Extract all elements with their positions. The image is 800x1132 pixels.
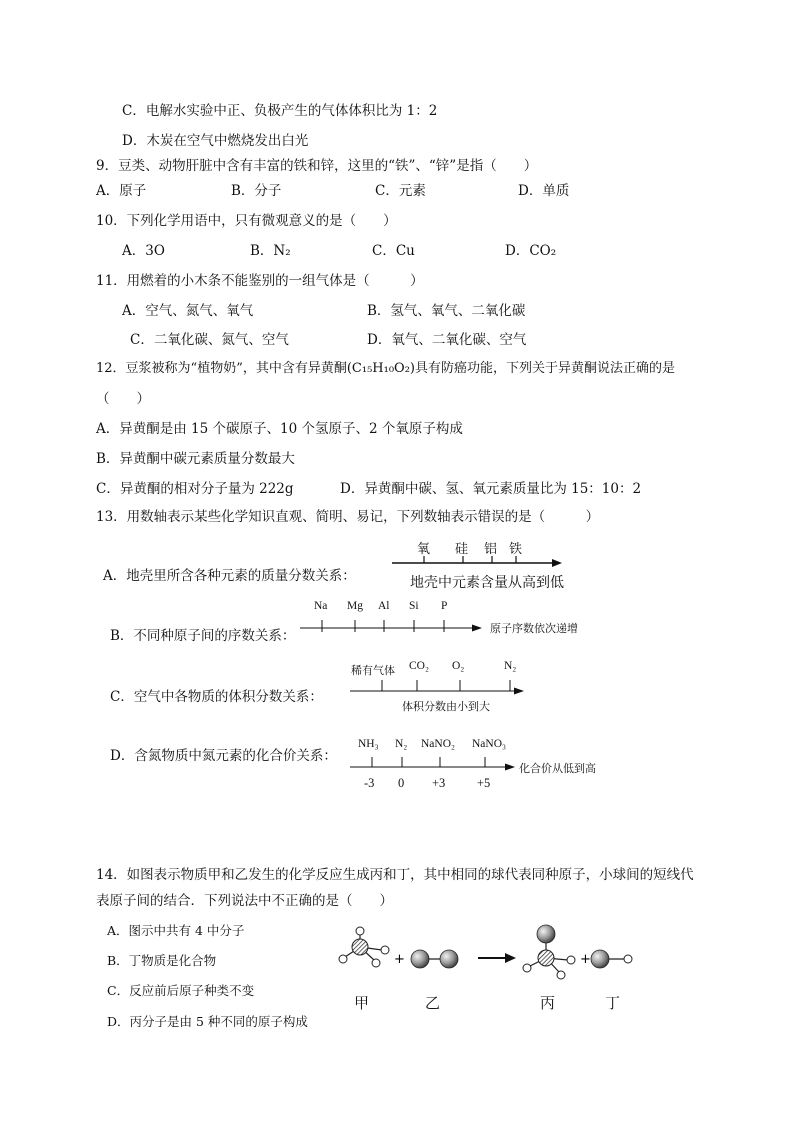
q13-c-tick-label-1: 稀有气体 — [351, 664, 395, 677]
plus-sign-1: + — [394, 952, 405, 967]
q13-d-value-3: +3 — [432, 776, 446, 790]
q13-a-tick-label-2: 硅 — [455, 542, 469, 557]
q13-d-value-1: -3 — [364, 776, 375, 790]
q11-option-a: A．空气、氮气、氧气 — [122, 303, 254, 319]
q13-a-tick-label-3: 铝 — [484, 542, 498, 557]
molecule-bing — [523, 925, 575, 979]
q9-option-b: B．分子 — [231, 183, 282, 199]
q8-option-d: D．木炭在空气中燃烧发出白光 — [122, 133, 309, 149]
q13-b-tick-label-1: Na — [314, 600, 328, 612]
q13-c-axis-label: 体积分数由小到大 — [402, 700, 490, 713]
molecule-ding — [591, 950, 632, 968]
q13-c-tick-label-2: CO₂ — [409, 660, 429, 672]
q13-c-tick-label-3: O₂ — [452, 660, 465, 672]
q13-b-tick-label-3: Al — [378, 600, 390, 612]
q13-a-tick-label-4: 铁 — [509, 542, 523, 557]
q14-stem-line2: 表原子间的结合．下列说法中不正确的是（ ） — [96, 893, 393, 909]
q11-option-c: C．二氧化碳、氮气、空气 — [130, 332, 289, 348]
molecule-yi — [411, 950, 458, 968]
q9-option-c: C．元素 — [375, 183, 426, 199]
q11-option-d: D．氧气、二氧化碳、空气 — [367, 332, 527, 348]
q13-a-axis-label: 地壳中元素含量从高到低 — [410, 575, 564, 591]
q14-option-c: C．反应前后原子种类不变 — [107, 983, 255, 998]
q13-d-value-4: +5 — [477, 776, 491, 790]
q12-stem: 12．豆浆被称为“植物奶”，其中含有异黄酮(C₁₅H₁₀O₂)具有防癌功能，下列关于异黄酮说法正确的是 — [96, 361, 675, 376]
q13-b-tick-label-4: Si — [409, 600, 419, 612]
label-jia: 甲 — [354, 994, 370, 1012]
q12-option-b: B．异黄酮中碳元素质量分数最大 — [96, 451, 295, 467]
q10-option-c: C．Cu — [372, 243, 415, 259]
q13-c-tick-label-4: N₂ — [504, 660, 517, 672]
q10-option-d: D．CO₂ — [505, 243, 557, 259]
q11-option-b: B．氢气、氧气、二氧化碳 — [367, 303, 526, 319]
plus-sign-2: + — [580, 952, 591, 967]
q10-option-b: B．N₂ — [250, 243, 291, 259]
q12-option-a: A．异黄酮是由 15 个碳原子、10 个氢原子、2 个氧原子构成 — [96, 421, 463, 437]
q8-option-c: C．电解水实验中正、负极产生的气体体积比为 1：2 — [122, 103, 438, 119]
q10-option-a: A．3O — [122, 243, 165, 259]
label-ding: 丁 — [605, 994, 621, 1012]
q13-d-tick-label-1: NH₃ — [358, 738, 379, 750]
q13-d-tick-label-3: NaNO₂ — [421, 738, 456, 750]
q13-d-tick-label-2: N₂ — [395, 738, 408, 750]
q13-b-tick-label-2: Mg — [347, 600, 363, 612]
reaction-arrow-head — [505, 953, 516, 963]
q14-option-d: D．丙分子是由 5 种不同的原子构成 — [107, 1014, 308, 1029]
q9-option-a: A．原子 — [96, 183, 147, 199]
q13-c-text: C．空气中各物质的体积分数关系： — [110, 689, 323, 705]
q9-option-d: D．单质 — [518, 183, 570, 199]
q10-stem: 10．下列化学用语中，只有微观意义的是（ ） — [96, 213, 397, 229]
q9-stem: 9．豆类、动物肝脏中含有丰富的铁和锌，这里的“铁”、“锌”是指（ ） — [96, 158, 538, 174]
q14-stem-line1: 14．如图表示物质甲和乙发生的化学反应生成丙和丁，其中相同的球代表同种原子，小球间的短线代 — [96, 867, 694, 883]
q12-option-d: D．异黄酮中碳、氢、氧元素质量比为 15：10：2 — [340, 481, 642, 497]
q12-paren: （ ） — [96, 391, 150, 407]
q13-b-text: B．不同种原子间的序数关系： — [110, 628, 296, 644]
q13-d-tick-label-4: NaNO₃ — [472, 738, 507, 750]
q11-stem: 11．用燃着的小木条不能鉴别的一组气体是（ ） — [96, 273, 424, 289]
q13-d-text: D．含氮物质中氮元素的化合价关系： — [110, 748, 337, 764]
q13-a-text: A．地壳里所含各种元素的质量分数关系： — [103, 568, 356, 584]
q12-option-c: C．异黄酮的相对分子量为 222g — [96, 481, 294, 497]
q13-d-axis-label: 化合价从低到高 — [519, 762, 596, 775]
q13-b-tick-label-5: P — [441, 600, 448, 612]
q14-option-b: B．丁物质是化合物 — [107, 953, 217, 968]
q13-b-axis-label: 原子序数依次递增 — [490, 622, 578, 635]
label-bing: 丙 — [540, 994, 556, 1012]
molecule-jia — [339, 927, 389, 967]
q13-stem: 13．用数轴表示某些化学知识直观、简明、易记，下列数轴表示错误的是（ ） — [96, 509, 600, 525]
q13-d-value-2: 0 — [398, 776, 405, 790]
q14-option-a: A．图示中共有 4 中分子 — [107, 923, 245, 938]
q13-a-tick-label-1: 氧 — [417, 542, 431, 557]
label-yi: 乙 — [425, 994, 441, 1012]
